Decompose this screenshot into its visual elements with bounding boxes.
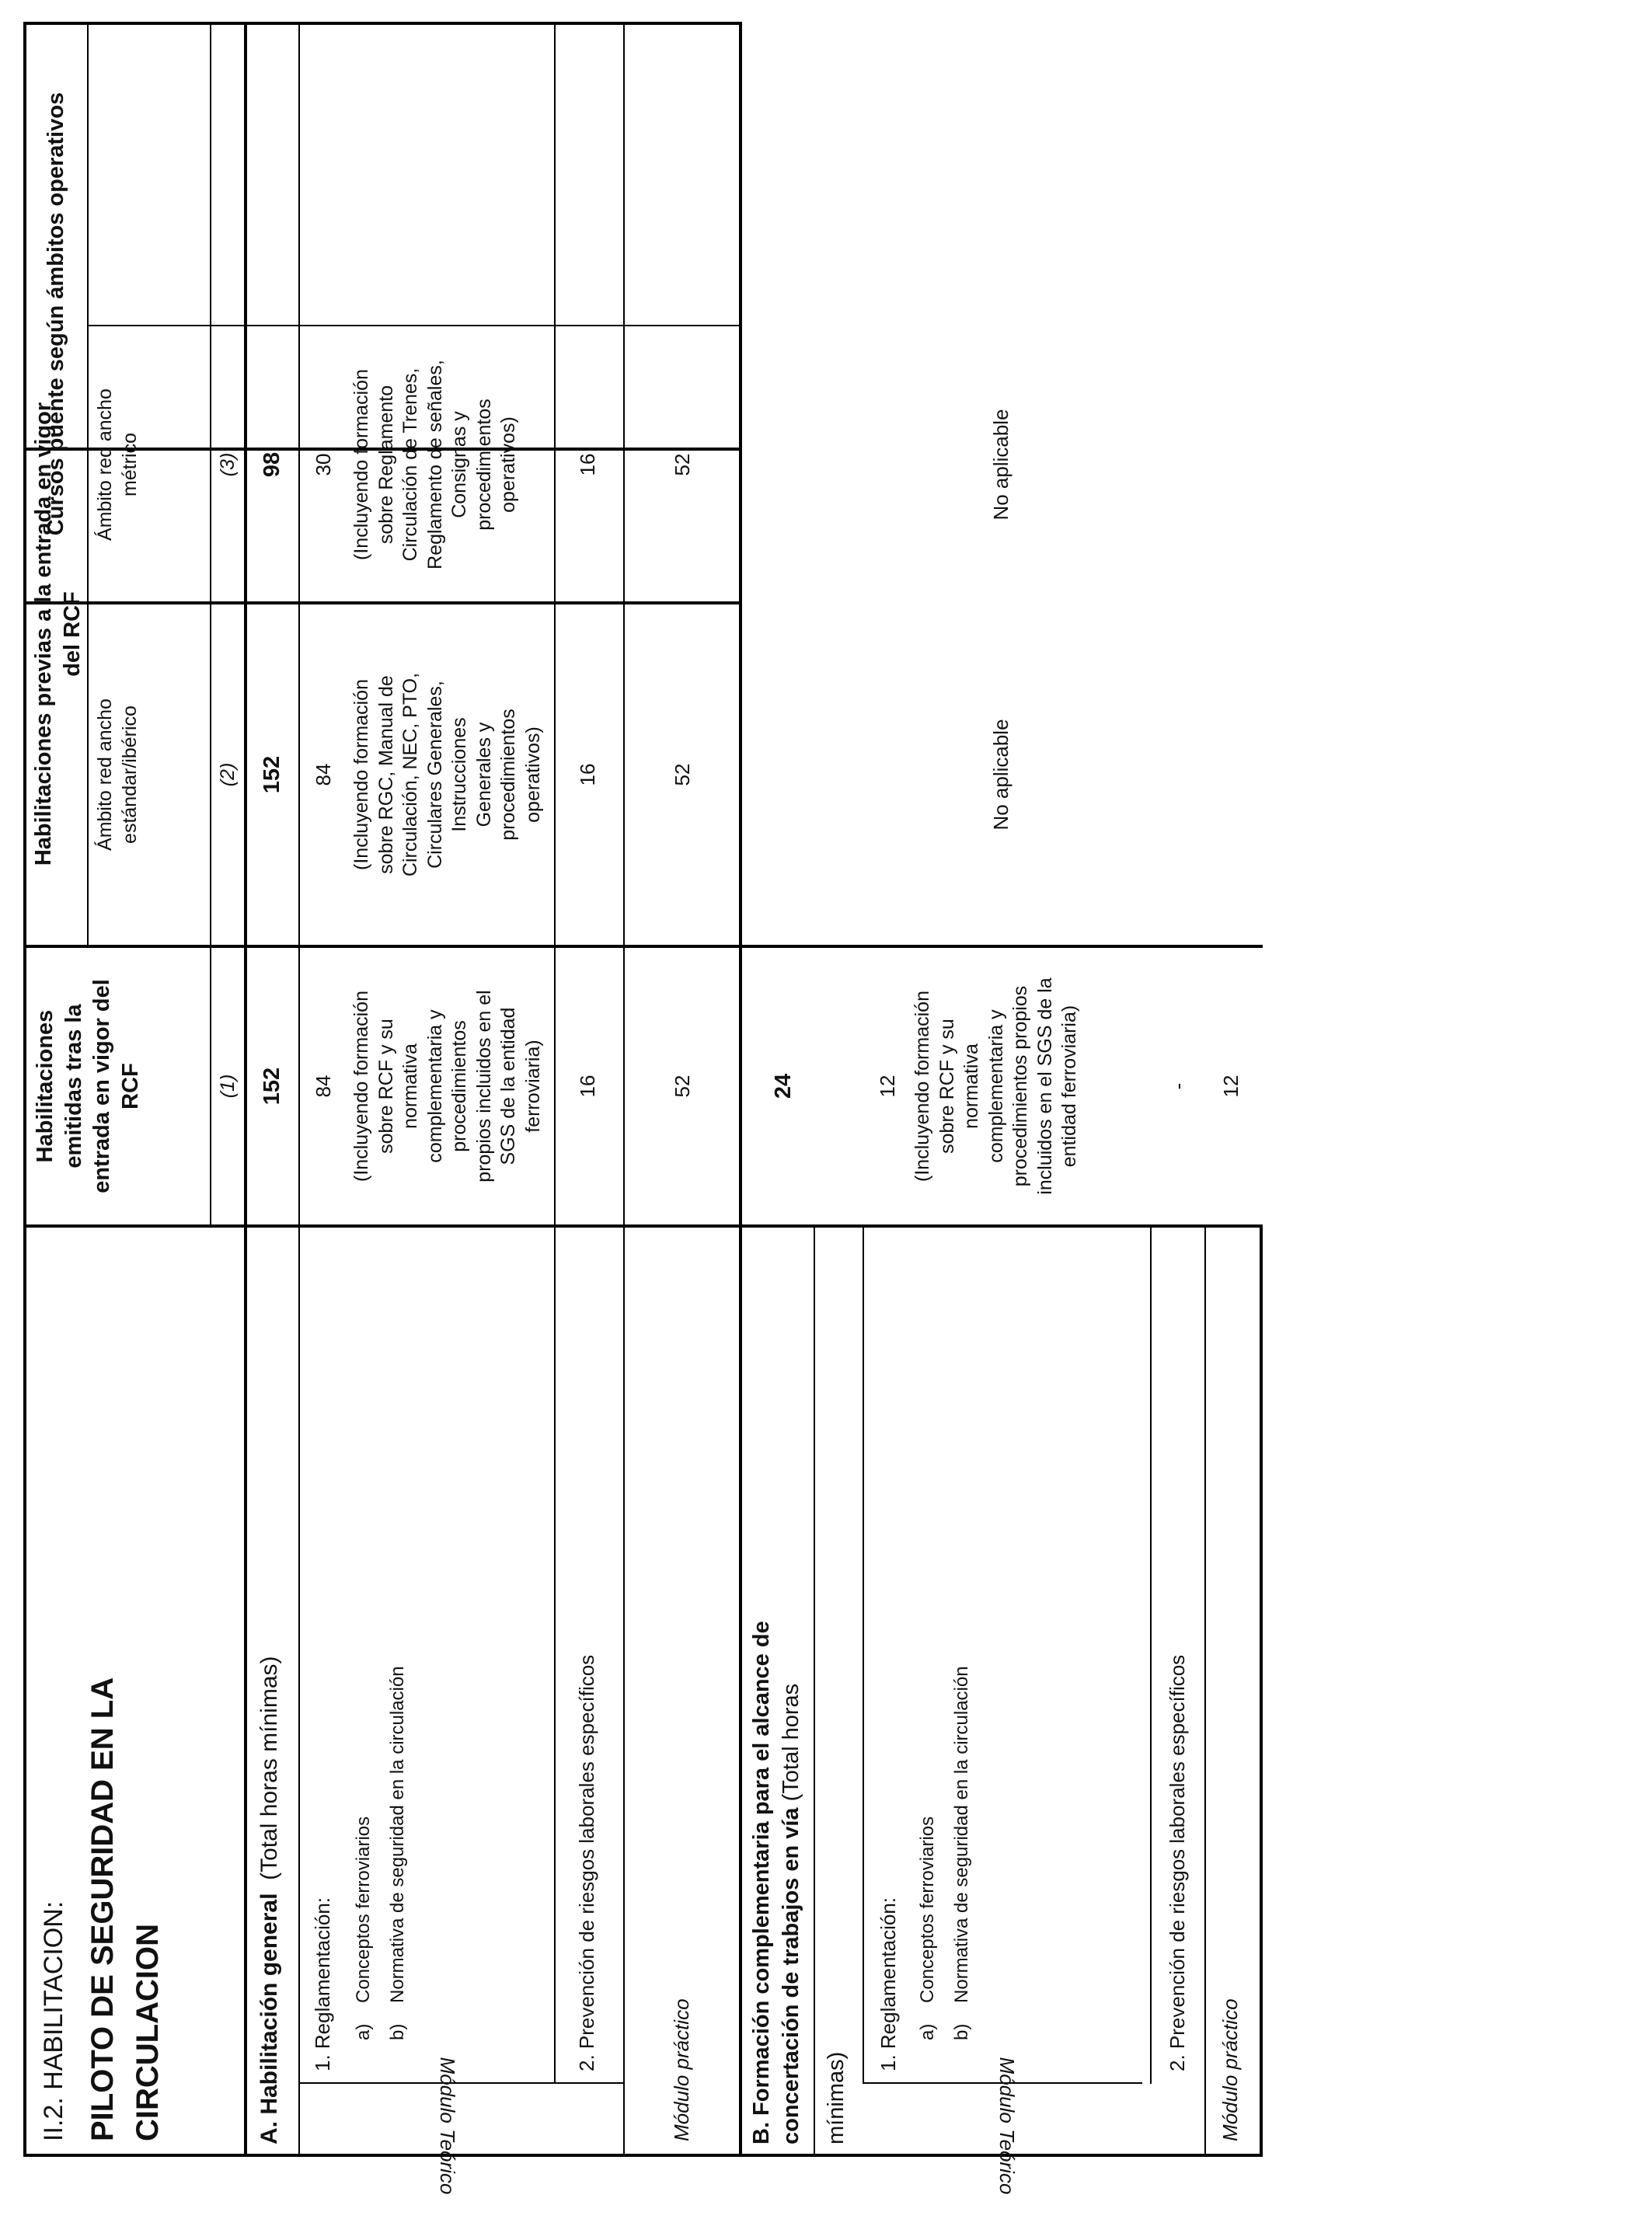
a-reglamentacion: 1. Reglamentación:	[311, 1897, 334, 2071]
a-reg-note-col1: (Incluyendo formación sobre RCF y su normativa complementaria y procedimientos propios incluidos en el SGS de la entidad ferroviaria)	[350, 990, 544, 1183]
a-item-b: b) Normativa de seguridad en la circulación	[387, 1666, 408, 2040]
b-prac-hours: 12	[1219, 1075, 1242, 1098]
a-reg-hours-col2: 84	[312, 763, 335, 786]
habilitacion-name-line1: PILOTO DE SEGURIDAD EN LA	[85, 1677, 120, 2141]
a-item-a: a) Conceptos ferroviarios	[353, 1816, 374, 2040]
b-prevencion: 2. Prevención de riesgos laborales específicos	[1166, 1654, 1189, 2071]
habilitacion-code: II.2. HABILITACION:	[39, 1900, 68, 2141]
col3-number: (3)	[217, 452, 239, 477]
a-total-col2: 152	[260, 755, 284, 794]
b-item-b: b) Normativa de seguridad en la circulación	[951, 1666, 972, 2040]
a-reg-hours-col1: 84	[312, 1075, 335, 1098]
group-puente-header: Cursos puente según ámbitos operativos	[44, 92, 68, 536]
a-modulo-practico: Módulo práctico	[670, 1998, 693, 2141]
a-reg-hours-col3: 30	[312, 453, 335, 476]
a-total-col3: 98	[260, 451, 284, 478]
a-modulo-teorico: Módulo Teórico	[436, 2057, 459, 2195]
group-previas-header: Habilitaciones previas a la entrada en vigor del RCF	[31, 402, 85, 866]
col1-header: Habilitaciones emitidas tras la entrada en vigor del RCF	[33, 979, 143, 1193]
habilitacion-name-line2: CIRCULACION	[131, 1924, 165, 2141]
a-prev-hours-col3: 16	[576, 453, 599, 476]
b-reg-note: (Incluyendo formación sobre RCF y su normativa complementaria y procedimientos propios incluidos en el SGS de la entidad ferroviaria)	[911, 977, 1080, 1195]
b-modulo-practico: Módulo práctico	[1218, 1998, 1242, 2141]
section-b-title-line3: mínimas)	[824, 2051, 849, 2144]
col2-number: (2)	[217, 762, 239, 787]
a-reg-note-col2: (Incluyendo formación sobre RGC, Manual de Circulación, NEC, PTO, Circulares Generales, Instrucciones Generales y procedimientos operativos)	[350, 672, 544, 877]
a-prev-hours-col2: 16	[576, 763, 599, 786]
a-prevencion: 2. Prevención de riesgos laborales específicos	[575, 1654, 598, 2071]
a-prac-hours-col3: 52	[671, 453, 694, 476]
b-no-aplicable-col3: No aplicable	[989, 409, 1012, 521]
a-prev-hours-col1: 16	[576, 1075, 599, 1098]
b-total: 24	[771, 1073, 796, 1099]
b-item-a: a) Conceptos ferroviarios	[917, 1816, 938, 2040]
a-prac-hours-col2: 52	[671, 763, 694, 786]
b-modulo-teorico: Módulo Teórico	[995, 2057, 1019, 2195]
b-prev-hours: -	[1166, 1082, 1190, 1090]
a-prac-hours-col1: 52	[671, 1075, 694, 1098]
col1-number: (1)	[217, 1074, 239, 1099]
b-reg-hours: 12	[876, 1075, 899, 1098]
a-total-col1: 152	[260, 1067, 284, 1106]
a-reg-note-col3: (Incluyendo formación sobre Reglamento Circulación de Trenes, Reglamento de señales, Consignas y procedimientos operativos)	[350, 360, 519, 570]
b-no-aplicable-col2: No aplicable	[989, 719, 1012, 831]
section-b-title: B. Formación complementaria para el alcance de concertación de trabajos en vía (Total horas	[749, 1621, 803, 2144]
b-reglamentacion: 1. Reglamentación:	[877, 1897, 900, 2071]
col3-subheader: Ámbito red ancho métrico	[94, 388, 141, 541]
section-a-title: A. Habilitación general (Total horas mínimas)	[256, 1656, 282, 2144]
col2-subheader: Ámbito red ancho estándar/ibérico	[94, 698, 141, 851]
